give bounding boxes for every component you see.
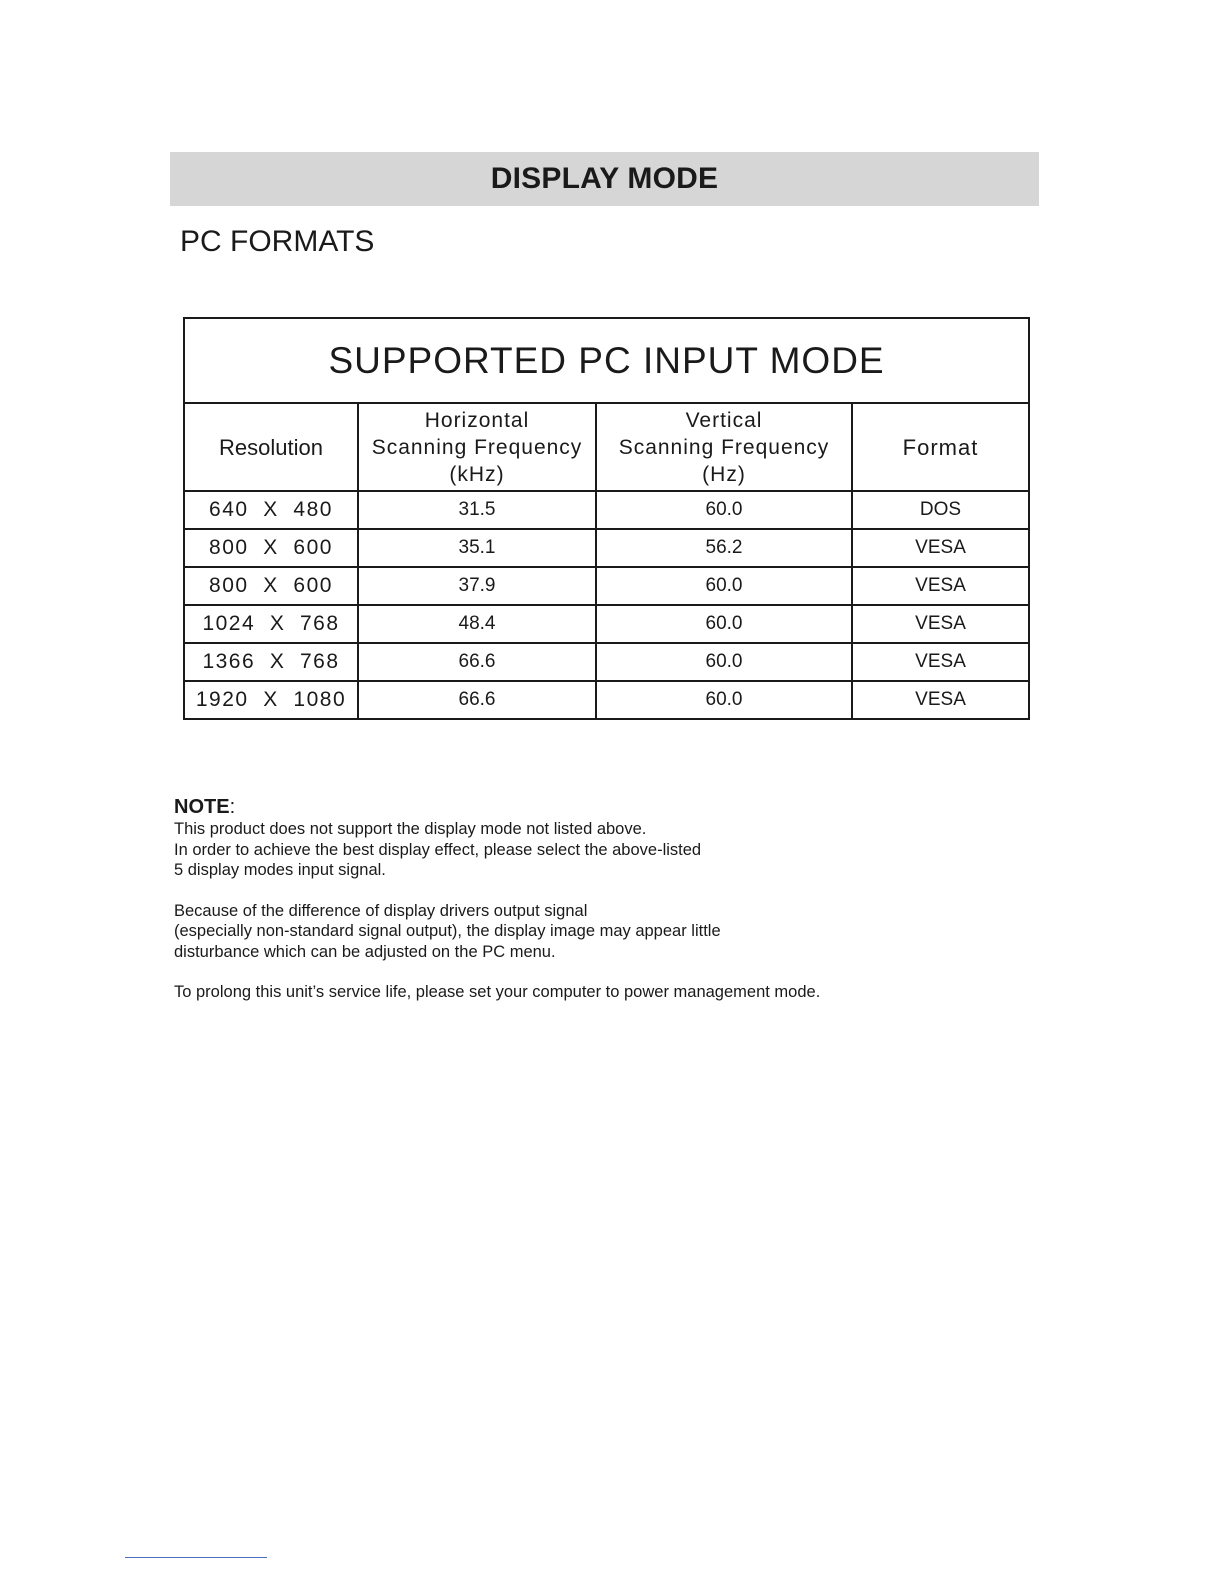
table-row (184, 681, 1029, 719)
cell-horizontal-frequency: 37.9 (358, 567, 596, 605)
header-line: Horizontal (424, 408, 530, 432)
note-line: Because of the difference of display drivers output signal (174, 901, 588, 920)
cell-format: DOS (852, 491, 1029, 529)
header-line: Scanning Frequency (618, 435, 830, 459)
cell-format: VESA (852, 529, 1029, 567)
note-paragraph (174, 819, 1074, 881)
header-resolution: Resolution (184, 403, 358, 491)
supported-modes-table (183, 317, 1030, 720)
cell-horizontal-frequency: 66.6 (358, 681, 596, 719)
table-title: SUPPORTED PC INPUT MODE (184, 318, 1029, 403)
cell-vertical-frequency: 56.2 (596, 529, 852, 567)
cell-vertical-frequency: 60.0 (596, 491, 852, 529)
section-title: DISPLAY MODE (490, 162, 719, 195)
cell-resolution: 800 X 600 (184, 529, 358, 567)
cell-resolution: 800 X 600 (184, 567, 358, 605)
cell-vertical-frequency: 60.0 (596, 643, 852, 681)
cell-format: VESA (852, 567, 1029, 605)
header-line: (kHz) (449, 462, 505, 486)
header-horizontal-frequency (358, 403, 596, 491)
cell-resolution: 1024 X 768 (184, 605, 358, 643)
cell-vertical-frequency: 60.0 (596, 605, 852, 643)
note-section (174, 795, 1074, 1023)
table-row (184, 643, 1029, 681)
table-row (184, 529, 1029, 567)
cell-resolution: 640 X 480 (184, 491, 358, 529)
table-row (184, 605, 1029, 643)
note-line: In order to achieve the best display effect, please select the above-listed (174, 840, 702, 859)
cell-format: VESA (852, 643, 1029, 681)
header-line: Vertical (685, 408, 763, 432)
cell-horizontal-frequency: 31.5 (358, 491, 596, 529)
cell-format: VESA (852, 605, 1029, 643)
cell-resolution: 1920 X 1080 (184, 681, 358, 719)
cell-format: VESA (852, 681, 1029, 719)
header-format: Format (852, 403, 1029, 491)
footer-divider (125, 1557, 267, 1558)
table-header-row (184, 403, 1029, 491)
cell-horizontal-frequency: 48.4 (358, 605, 596, 643)
table-row (184, 491, 1029, 529)
note-paragraph (174, 982, 1074, 1003)
header-vertical-frequency (596, 403, 852, 491)
note-line: To prolong this unit’s service life, please set your computer to power management mode. (174, 983, 821, 1001)
cell-horizontal-frequency: 66.6 (358, 643, 596, 681)
note-line: (especially non-standard signal output), the display image may appear little (174, 922, 721, 940)
header-line: (Hz) (702, 462, 746, 486)
cell-horizontal-frequency: 35.1 (358, 529, 596, 567)
note-label: NOTE (174, 796, 230, 818)
note-colon: : (229, 796, 236, 818)
header-line: Scanning Frequency (371, 435, 583, 459)
note-line: This product does not support the display mode not listed above. (174, 820, 647, 838)
page-subtitle: PC FORMATS (180, 225, 375, 258)
note-heading (174, 795, 1074, 819)
note-line: 5 display modes input signal. (174, 861, 386, 879)
cell-resolution: 1366 X 768 (184, 643, 358, 681)
cell-vertical-frequency: 60.0 (596, 681, 852, 719)
section-banner (170, 152, 1039, 206)
cell-vertical-frequency: 60.0 (596, 567, 852, 605)
table-row (184, 567, 1029, 605)
note-line: disturbance which can be adjusted on the PC menu. (174, 942, 556, 961)
note-paragraph (174, 901, 1074, 963)
